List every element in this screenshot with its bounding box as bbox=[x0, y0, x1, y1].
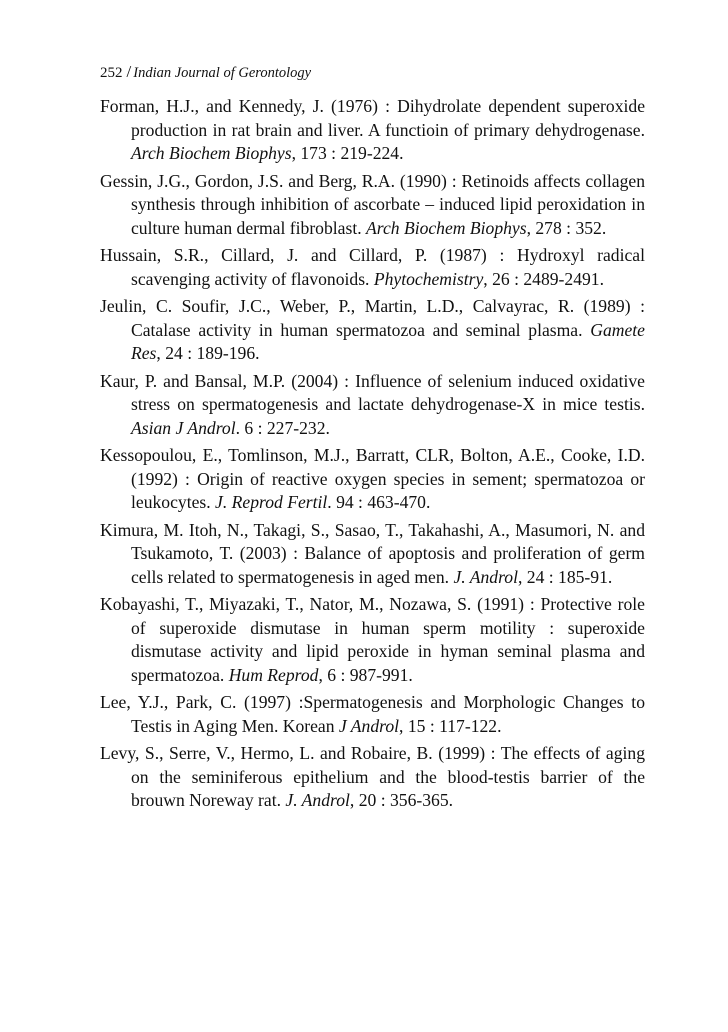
reference-entry bbox=[100, 519, 645, 590]
reference-text: Kaur, P. and Bansal, M.P. (2004) : Influence of selenium induced oxidative stress on spermatogenesis and lactate dehydrogenase-X in mice testis. bbox=[100, 370, 645, 414]
reference-text: Hussain, S.R., Cillard, J. and Cillard, P. (1987) : Hydroxyl radical scavenging activity of flavonoids. bbox=[100, 245, 645, 289]
reference-citation: . 94 : 463-470. bbox=[327, 492, 431, 512]
reference-journal: Gamete Res bbox=[131, 319, 645, 363]
page-number: 252 bbox=[100, 65, 123, 81]
journal-title: Indian Journal of Gerontology bbox=[133, 65, 312, 81]
reference-entry bbox=[100, 370, 645, 441]
reference-journal: Phytochemistry bbox=[373, 268, 484, 289]
reference-text: Forman, H.J., and Kennedy, J. (1976) : Dihydrolate dependent superoxide production in rat brain and liver. A functioin of primary dehydrogenase. bbox=[100, 96, 645, 140]
reference-text: Lee, Y.J., Park, C. (1997) :Spermatogenesis and Morphologic Changes to Testis in Aging Men. Korean bbox=[100, 692, 645, 736]
running-header bbox=[100, 62, 645, 83]
reference-entry bbox=[100, 170, 645, 241]
reference-citation: , 20 : 356-365. bbox=[349, 790, 454, 810]
header-separator: / bbox=[126, 62, 132, 81]
reference-entry bbox=[100, 244, 645, 291]
reference-citation: . 6 : 227-232. bbox=[235, 417, 330, 438]
reference-citation: , 278 : 352. bbox=[526, 217, 607, 238]
reference-text: Kessopoulou, E., Tomlinson, M.J., Barratt, CLR, Bolton, A.E., Cooke, I.D. (1992) : Origin of reactive oxygen species in sement; spermatozoa or leukocytes. bbox=[100, 445, 645, 512]
reference-text: Kobayashi, T., Miyazaki, T., Nator, M., Nozawa, S. (1991) : Protective role of superoxide dismutase in human sperm motility : superoxide dismutase activity and lipid peroxide in hyman seminal plasma and spermatozoa. bbox=[100, 594, 645, 685]
reference-citation: , 24 : 189-196. bbox=[156, 343, 260, 363]
reference-journal: Hum Reprod bbox=[228, 664, 319, 685]
reference-entry bbox=[100, 444, 645, 515]
reference-citation: , 24 : 185-91. bbox=[517, 566, 613, 587]
reference-entry bbox=[100, 95, 645, 166]
reference-journal: J. Androl bbox=[285, 790, 350, 810]
reference-citation: , 26 : 2489-2491. bbox=[483, 268, 604, 289]
reference-list bbox=[100, 95, 645, 813]
reference-citation: , 6 : 987-991. bbox=[318, 664, 413, 685]
reference-entry bbox=[100, 295, 645, 366]
reference-citation: , 173 : 219-224. bbox=[291, 143, 404, 163]
reference-entry bbox=[100, 593, 645, 687]
reference-entry bbox=[100, 691, 645, 738]
journal-page bbox=[100, 62, 645, 817]
reference-journal: Arch Biochem Biophys bbox=[131, 143, 292, 163]
reference-entry bbox=[100, 742, 645, 813]
reference-journal: J Androl bbox=[338, 715, 400, 736]
reference-text: Kimura, M. Itoh, N., Takagi, S., Sasao, T., Takahashi, A., Masumori, N. and Tsukamoto, T. (2003) : Balance of apoptosis and proliferation of germ cells related to spermatogenesis in aged men. bbox=[100, 519, 645, 587]
reference-journal: J. Androl bbox=[453, 566, 518, 587]
reference-text: Jeulin, C. Soufir, J.C., Weber, P., Martin, L.D., Calvayrac, R. (1989) : Catalase activity in human spermatozoa and seminal plasma. bbox=[100, 296, 645, 340]
reference-journal: Arch Biochem Biophys bbox=[366, 217, 527, 238]
reference-text: Gessin, J.G., Gordon, J.S. and Berg, R.A. (1990) : Retinoids affects collagen synthesis through inhibition of ascorbate – induced lipid peroxidation in culture human dermal fibroblast. bbox=[100, 170, 645, 238]
reference-citation: , 15 : 117-122. bbox=[399, 715, 502, 736]
reference-journal: J. Reprod Fertil bbox=[215, 492, 328, 512]
reference-journal: Asian J Androl bbox=[131, 417, 236, 438]
reference-text: Levy, S., Serre, V., Hermo, L. and Robaire, B. (1999) : The effects of aging on the seminiferous epithelium and the blood-testis barrier of the brouwn Noreway rat. bbox=[100, 743, 645, 810]
